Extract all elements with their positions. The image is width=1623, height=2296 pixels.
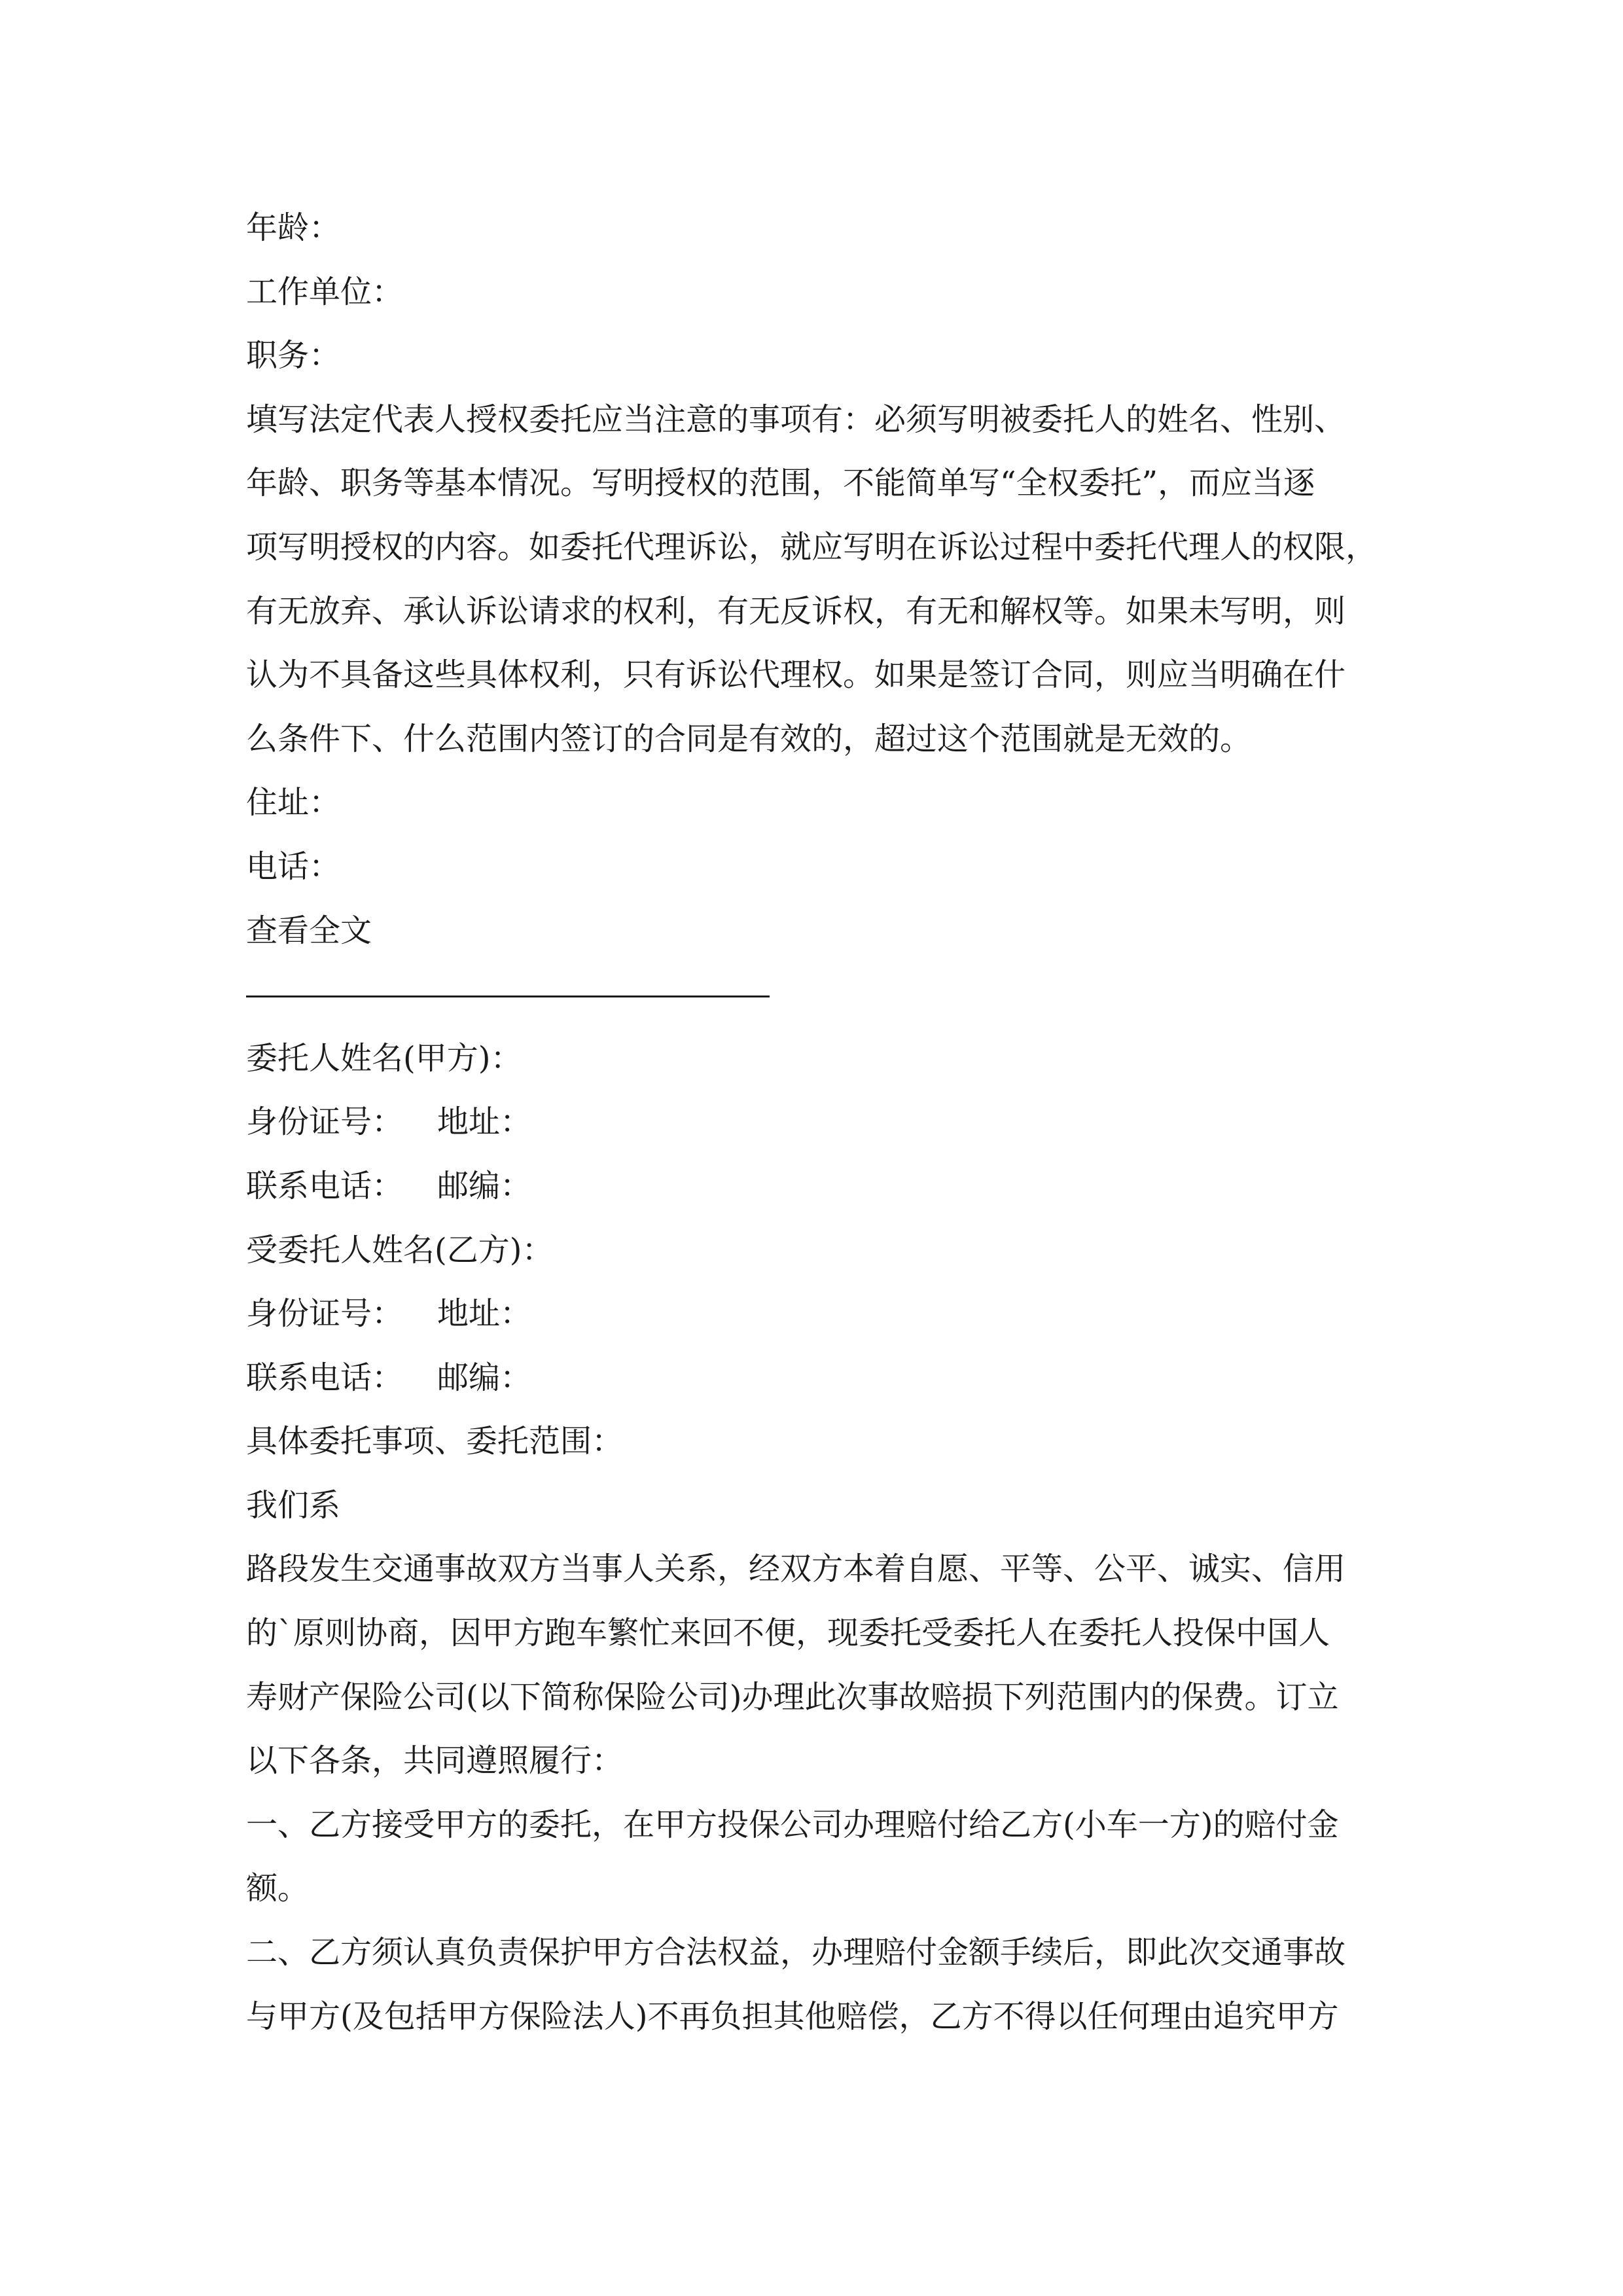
- agent-phone-postcode-row: [246, 1346, 1391, 1410]
- phone-label: 电话：: [246, 848, 341, 885]
- agent-postcode-label: 邮编：: [437, 1359, 532, 1396]
- principal-phone-label: 联系电话：: [246, 1167, 404, 1204]
- age-label: 年龄：: [246, 209, 341, 246]
- work-unit-label: 工作单位：: [246, 273, 404, 310]
- principal-phone-postcode-row: [246, 1155, 1391, 1219]
- principal-postcode-label: 邮编：: [437, 1167, 532, 1204]
- note-line: 年龄、职务等基本情况。写明授权的范围，不能简单写“全权委托”，而应当逐: [246, 465, 1315, 502]
- note-line: 有无放弃、承认诉讼请求的权利，有无反诉权，有无和解权等。如果未写明，则: [246, 592, 1346, 630]
- agent-name-label: 受委托人姓名(乙方)：: [246, 1231, 554, 1268]
- principal-name-label: 委托人姓名(甲方)：: [246, 1039, 522, 1077]
- body-line: 的`原则协商，因甲方跑车繁忙来回不便，现委托受委托人在委托人投保中国人: [246, 1615, 1330, 1652]
- clause-one-line: 一、乙方接受甲方的委托，在甲方投保公司办理赔付给乙方(小车一方)的赔付金: [246, 1806, 1339, 1843]
- note-line: 填写法定代表人授权委托应当注意的事项有：必须写明被委托人的姓名、性别、: [246, 401, 1346, 438]
- view-full-link[interactable]: 查看全文: [246, 912, 372, 949]
- position-label: 职务：: [246, 337, 341, 374]
- note-line: 认为不具备这些具体权利，只有诉讼代理权。如果是签订合同，则应当明确在什: [246, 656, 1346, 694]
- body-line: 路段发生交通事故双方当事人关系，经双方本着自愿、平等、公平、诚实、信用: [246, 1551, 1346, 1588]
- agent-id-label: 身份证号：: [246, 1295, 404, 1333]
- note-line: 项写明授权的内容。如委托代理诉讼，就应写明在诉讼过程中委托代理人的权限，: [246, 528, 1378, 565]
- principal-id-label: 身份证号：: [246, 1103, 404, 1141]
- address-label: 住址：: [246, 784, 341, 821]
- note-line: 么条件下、什么范围内签订的合同是有效的，超过这个范围就是无效的。: [246, 720, 1252, 757]
- we-label: 我们系: [246, 1486, 341, 1524]
- clause-two-line: 二、乙方须认真负责保护甲方合法权益，办理赔付金额手续后，即此次交通事故: [246, 1934, 1346, 1971]
- principal-address-label: 地址：: [437, 1103, 532, 1141]
- body-line: 寿财产保险公司(以下简称保险公司)办理此次事故赔损下列范围内的保费。订立: [246, 1678, 1339, 1715]
- agent-id-address-row: [246, 1282, 1391, 1346]
- clause-two-line: 与甲方(及包括甲方保险法人)不再负担其他赔偿，乙方不得以任何理由追究甲方: [246, 1998, 1339, 2035]
- principal-id-address-row: [246, 1090, 1391, 1155]
- section-divider: [246, 963, 1391, 1027]
- clause-one-line: 额。: [246, 1870, 310, 1907]
- scope-label: 具体委托事项、委托范围：: [246, 1423, 624, 1460]
- body-line: 以下各条，共同遵照履行：: [246, 1742, 624, 1780]
- agent-address-label: 地址：: [437, 1295, 532, 1333]
- document-body: [246, 196, 1391, 2049]
- agent-phone-label: 联系电话：: [246, 1359, 404, 1396]
